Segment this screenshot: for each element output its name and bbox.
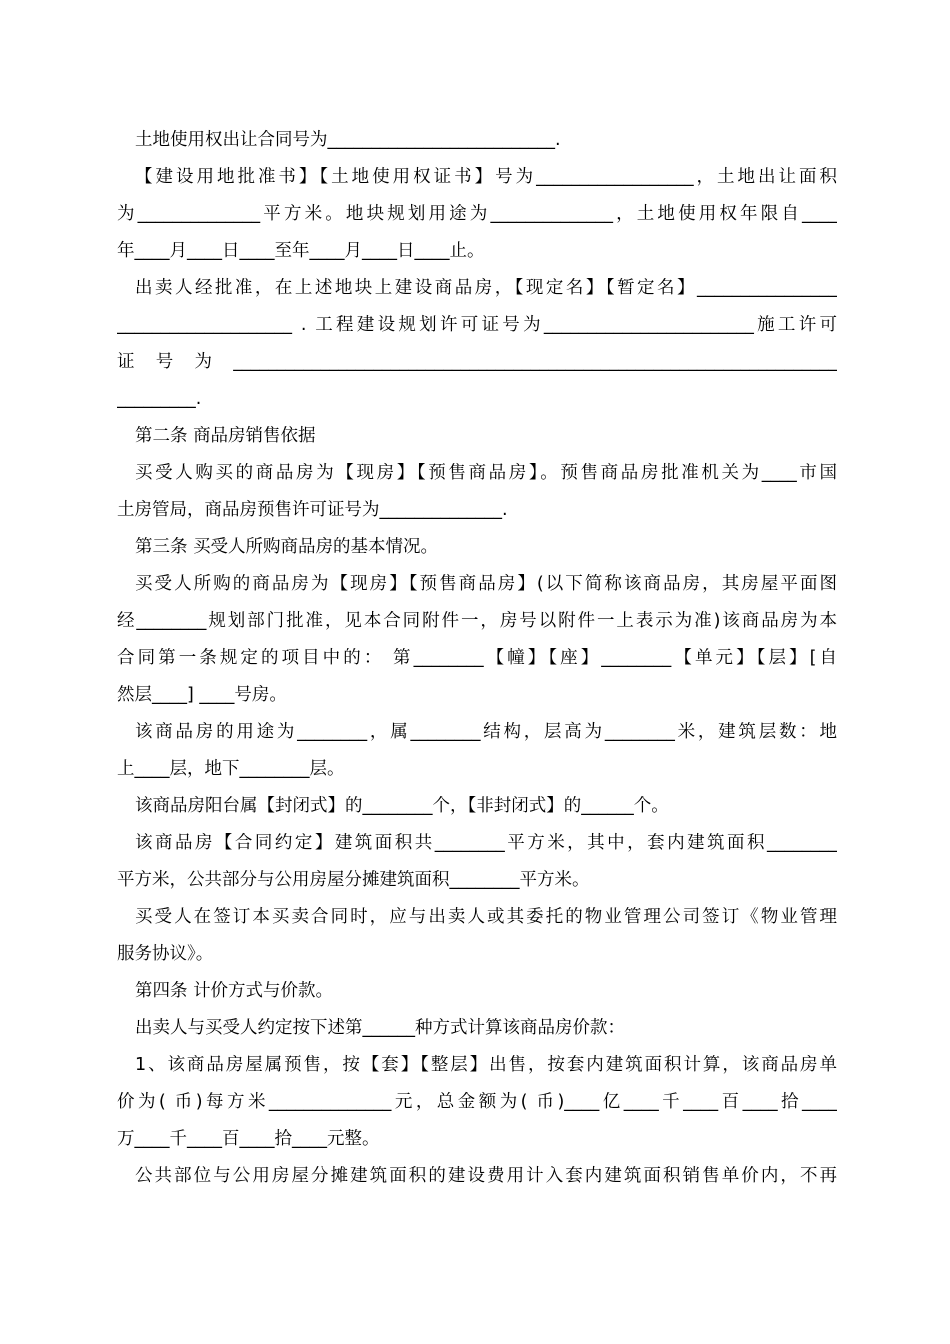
document-line: 平方米，公共部分与公用房屋分摊建筑面积________平方米。 — [117, 870, 590, 890]
document-line: 经________规划部门批准，见本合同附件一，房号以附件一上表示为准)该商品房为本 — [117, 611, 837, 631]
document-line: 服务协议》。 — [117, 944, 214, 964]
document-line: 买受人在签订本买卖合同时，应与出卖人或其委托的物业管理公司签订《物业管理 — [135, 907, 837, 927]
document-line: 该商品房阳台属【封闭式】的________个，【非封闭式】的______个。 — [135, 796, 669, 816]
document-line: 上____层，地下________层。 — [117, 759, 345, 779]
document-line: _________. — [117, 389, 202, 409]
document-line: 土地使用权出让合同号为__________________________. — [135, 130, 561, 150]
document-line: 1、该商品房屋属预售，按【套】【整层】出售，按套内建筑面积计算，该商品房单 — [135, 1055, 837, 1075]
document-line: 合同第一条规定的项目中的： 第________【幢】【座】________【单元】【层】[自 — [117, 648, 837, 668]
document-line: 出卖人经批准，在上述地块上建设商品房，【现定名】【暂定名】________________ — [135, 278, 837, 298]
document-line: 该商品房的用途为________，属________结构，层高为________米，建筑层数：地 — [135, 722, 837, 742]
document-line: ____________________ . 工程建设规划许可证号为________________________施工许可 — [117, 315, 837, 335]
document-line: 为______________平方米。地块规划用途为______________，土地使用权年限自____ — [117, 204, 837, 224]
document-line: 该商品房【合同约定】建筑面积共________平方米，其中，套内建筑面积________ — [135, 833, 837, 853]
document-line: 土房管局，商品房预售许可证号为______________. — [117, 500, 508, 520]
document-line: 万____千____百____拾____元整。 — [117, 1129, 380, 1149]
section-heading: 第二条 商品房销售依据 — [135, 426, 316, 446]
document-line: 【建设用地批准书】【土地使用权证书】号为__________________，土地出让面积 — [135, 167, 837, 187]
document-line: 出卖人与买受人约定按下述第______种方式计算该商品房价款： — [135, 1018, 625, 1038]
document-line: 买受人购买的商品房为【现房】【预售商品房】。预售商品房批准机关为____市国 — [135, 463, 837, 483]
document-line: 然层____] ____号房。 — [117, 685, 287, 705]
contract-document — [117, 122, 837, 1195]
document-line: 买受人所购的商品房为【现房】【预售商品房】(以下简称该商品房，其房屋平面图 — [135, 574, 837, 594]
section-heading: 第三条 买受人所购商品房的基本情况。 — [135, 537, 439, 557]
document-line: 公共部位与公用房屋分摊建筑面积的建设费用计入套内建筑面积销售单价内，不再 — [135, 1166, 837, 1186]
document-line: 年____月____日____至年____月____日____止。 — [117, 241, 485, 261]
document-line: 证号为_____________________________________________________________________ — [117, 352, 837, 372]
document-line: 价为( 币)每方米______________元，总金额为( 币)____亿____千____百____拾____ — [117, 1092, 837, 1112]
section-heading: 第四条 计价方式与价款。 — [135, 981, 334, 1001]
